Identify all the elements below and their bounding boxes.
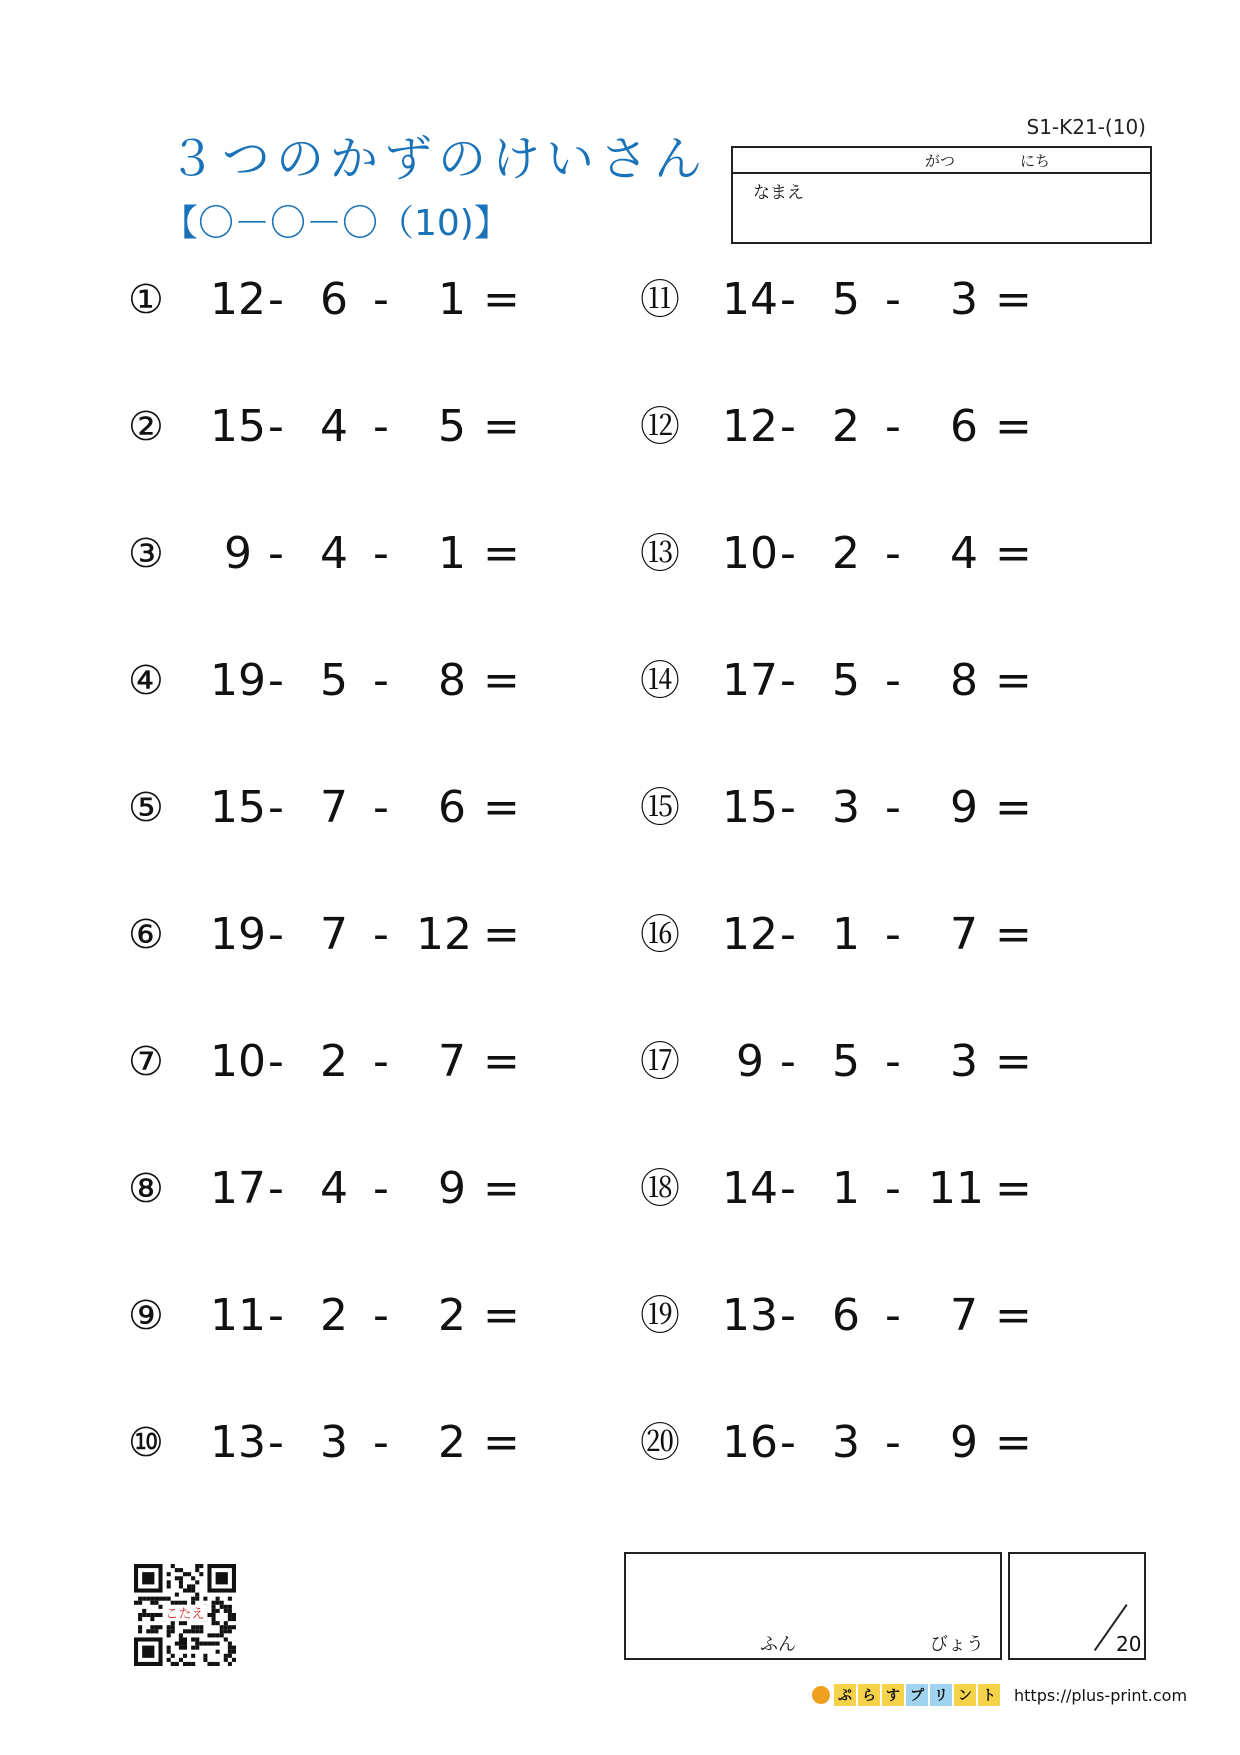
equals-sign: =: [483, 655, 520, 706]
problem-number: ⑰: [640, 1039, 680, 1085]
equals-sign: =: [483, 528, 520, 579]
operand-1: 16: [722, 1417, 778, 1468]
operand-1: 12: [722, 909, 778, 960]
operand-1: 13: [210, 1417, 266, 1468]
equals-sign: =: [995, 655, 1032, 706]
minus-sign: -: [885, 1163, 901, 1214]
minutes-label: ふん: [760, 1634, 796, 1655]
minus-sign: -: [780, 274, 796, 325]
operand-3: 9: [950, 1417, 978, 1468]
problem-number: ⑫: [640, 404, 680, 450]
qr-answer-label: こたえ: [165, 1606, 205, 1622]
minus-sign: -: [268, 782, 284, 833]
name-date-box: [731, 146, 1152, 244]
mascot-icon: [812, 1686, 830, 1704]
brand-logo-char: ぷ: [834, 1684, 856, 1706]
operand-3: 7: [950, 909, 978, 960]
operand-2: 7: [320, 782, 348, 833]
operand-2: 3: [832, 782, 860, 833]
operand-1: 11: [210, 1290, 266, 1341]
equals-sign: =: [995, 909, 1032, 960]
problem-number: ⑥: [128, 912, 164, 958]
name-label: なまえ: [753, 183, 804, 203]
operand-2: 5: [320, 655, 348, 706]
minus-sign: -: [885, 274, 901, 325]
minus-sign: -: [780, 1290, 796, 1341]
brand-logo-char: ト: [978, 1684, 1000, 1706]
problem-number: ④: [128, 658, 164, 704]
minus-sign: -: [373, 274, 389, 325]
equals-sign: =: [995, 1036, 1032, 1087]
operand-2: 2: [832, 528, 860, 579]
operand-3: 8: [950, 655, 978, 706]
problem-number: ⑦: [128, 1039, 164, 1085]
equals-sign: =: [483, 782, 520, 833]
minus-sign: -: [885, 528, 901, 579]
equals-sign: =: [483, 274, 520, 325]
problem-number: ⑱: [640, 1166, 680, 1212]
minus-sign: -: [885, 1417, 901, 1468]
operand-3: 1: [438, 274, 466, 325]
operand-2: 5: [832, 1036, 860, 1087]
brand-logo-char: リ: [930, 1684, 952, 1706]
minus-sign: -: [780, 782, 796, 833]
operand-1: 15: [722, 782, 778, 833]
minus-sign: -: [268, 1163, 284, 1214]
operand-2: 6: [832, 1290, 860, 1341]
operand-1: 17: [722, 655, 778, 706]
minus-sign: -: [268, 655, 284, 706]
minus-sign: -: [885, 1290, 901, 1341]
operand-3: 9: [950, 782, 978, 833]
equals-sign: =: [483, 1163, 520, 1214]
worksheet-code: S1-K21-(10): [1026, 115, 1146, 139]
minus-sign: -: [780, 655, 796, 706]
operand-1: 15: [210, 782, 266, 833]
operand-2: 1: [832, 1163, 860, 1214]
minus-sign: -: [373, 401, 389, 452]
problem-number: ⑧: [128, 1166, 164, 1212]
minus-sign: -: [780, 1036, 796, 1087]
operand-1: 14: [722, 1163, 778, 1214]
operand-3: 1: [438, 528, 466, 579]
score-total: 20: [1116, 1632, 1142, 1656]
minus-sign: -: [780, 909, 796, 960]
time-box: [624, 1552, 1002, 1660]
minus-sign: -: [268, 528, 284, 579]
operand-3: 7: [950, 1290, 978, 1341]
seconds-label: びょう: [930, 1634, 984, 1655]
operand-3: 4: [950, 528, 978, 579]
operand-2: 4: [320, 1163, 348, 1214]
operand-3: 8: [438, 655, 466, 706]
operand-3: 7: [438, 1036, 466, 1087]
equals-sign: =: [483, 1417, 520, 1468]
brand-logo-char: ン: [954, 1684, 976, 1706]
operand-1: 14: [722, 274, 778, 325]
minus-sign: -: [780, 528, 796, 579]
minus-sign: -: [885, 909, 901, 960]
operand-1: 13: [722, 1290, 778, 1341]
operand-3: 3: [950, 274, 978, 325]
problem-number: ⑬: [640, 531, 680, 577]
operand-2: 2: [320, 1290, 348, 1341]
minus-sign: -: [268, 1417, 284, 1468]
operand-1: 10: [210, 1036, 266, 1087]
operand-1: 17: [210, 1163, 266, 1214]
operand-1: 10: [722, 528, 778, 579]
operand-2: 1: [832, 909, 860, 960]
operand-2: 4: [320, 401, 348, 452]
score-box: [1008, 1552, 1146, 1660]
operand-3: 12: [416, 909, 472, 960]
problem-number: ①: [128, 277, 164, 323]
minus-sign: -: [885, 401, 901, 452]
minus-sign: -: [268, 1036, 284, 1087]
problem-number: ⑮: [640, 785, 680, 831]
operand-2: 5: [832, 655, 860, 706]
problem-number: ⑪: [640, 277, 680, 323]
operand-3: 2: [438, 1417, 466, 1468]
operand-1: 15: [210, 401, 266, 452]
problem-number: ③: [128, 531, 164, 577]
operand-3: 3: [950, 1036, 978, 1087]
equals-sign: =: [483, 401, 520, 452]
operand-3: 2: [438, 1290, 466, 1341]
brand-logo-char: ら: [858, 1684, 880, 1706]
minus-sign: -: [373, 1036, 389, 1087]
minus-sign: -: [780, 1163, 796, 1214]
problem-number: ⑯: [640, 912, 680, 958]
operand-2: 2: [832, 401, 860, 452]
brand-logo: [834, 1684, 1002, 1706]
operand-3: 9: [438, 1163, 466, 1214]
operand-1: 9: [736, 1036, 764, 1087]
equals-sign: =: [483, 1036, 520, 1087]
operand-1: 9: [224, 528, 252, 579]
brand-logo-char: す: [882, 1684, 904, 1706]
problem-number: ⑤: [128, 785, 164, 831]
day-label: にち: [1020, 152, 1051, 170]
problem-number: ⑭: [640, 658, 680, 704]
minus-sign: -: [373, 1417, 389, 1468]
operand-1: 19: [210, 909, 266, 960]
minus-sign: -: [373, 1290, 389, 1341]
operand-1: 19: [210, 655, 266, 706]
problem-number: ⑳: [640, 1420, 680, 1466]
problem-number: ⑲: [640, 1293, 680, 1339]
operand-2: 3: [832, 1417, 860, 1468]
operand-2: 5: [832, 274, 860, 325]
equals-sign: =: [995, 528, 1032, 579]
equals-sign: =: [995, 401, 1032, 452]
date-row: [733, 148, 1150, 174]
operand-2: 2: [320, 1036, 348, 1087]
minus-sign: -: [885, 655, 901, 706]
minus-sign: -: [373, 1163, 389, 1214]
minus-sign: -: [268, 1290, 284, 1341]
operand-3: 6: [950, 401, 978, 452]
minus-sign: -: [885, 782, 901, 833]
equals-sign: =: [995, 1290, 1032, 1341]
operand-3: 5: [438, 401, 466, 452]
equals-sign: =: [995, 1417, 1032, 1468]
minus-sign: -: [373, 528, 389, 579]
worksheet-subtitle: 【〇－〇－〇（10)】: [162, 203, 510, 244]
minus-sign: -: [268, 401, 284, 452]
footer: [812, 1682, 1187, 1708]
operand-3: 11: [928, 1163, 984, 1214]
minus-sign: -: [268, 274, 284, 325]
minus-sign: -: [780, 401, 796, 452]
minus-sign: -: [373, 909, 389, 960]
problem-number: ⑩: [128, 1420, 164, 1466]
minus-sign: -: [373, 655, 389, 706]
operand-3: 6: [438, 782, 466, 833]
brand-logo-char: プ: [906, 1684, 928, 1706]
operand-2: 6: [320, 274, 348, 325]
equals-sign: =: [995, 274, 1032, 325]
operand-1: 12: [722, 401, 778, 452]
site-url[interactable]: https://plus-print.com: [1014, 1685, 1188, 1705]
worksheet-title: ３つのかずのけいさん: [168, 131, 709, 187]
answer-qr-code[interactable]: [134, 1564, 236, 1666]
minus-sign: -: [373, 782, 389, 833]
equals-sign: =: [995, 1163, 1032, 1214]
month-label: がつ: [925, 152, 956, 170]
equals-sign: =: [483, 1290, 520, 1341]
problem-number: ②: [128, 404, 164, 450]
minus-sign: -: [885, 1036, 901, 1087]
operand-2: 4: [320, 528, 348, 579]
equals-sign: =: [995, 782, 1032, 833]
operand-2: 3: [320, 1417, 348, 1468]
minus-sign: -: [268, 909, 284, 960]
problem-number: ⑨: [128, 1293, 164, 1339]
minus-sign: -: [780, 1417, 796, 1468]
operand-2: 7: [320, 909, 348, 960]
equals-sign: =: [483, 909, 520, 960]
operand-1: 12: [210, 274, 266, 325]
